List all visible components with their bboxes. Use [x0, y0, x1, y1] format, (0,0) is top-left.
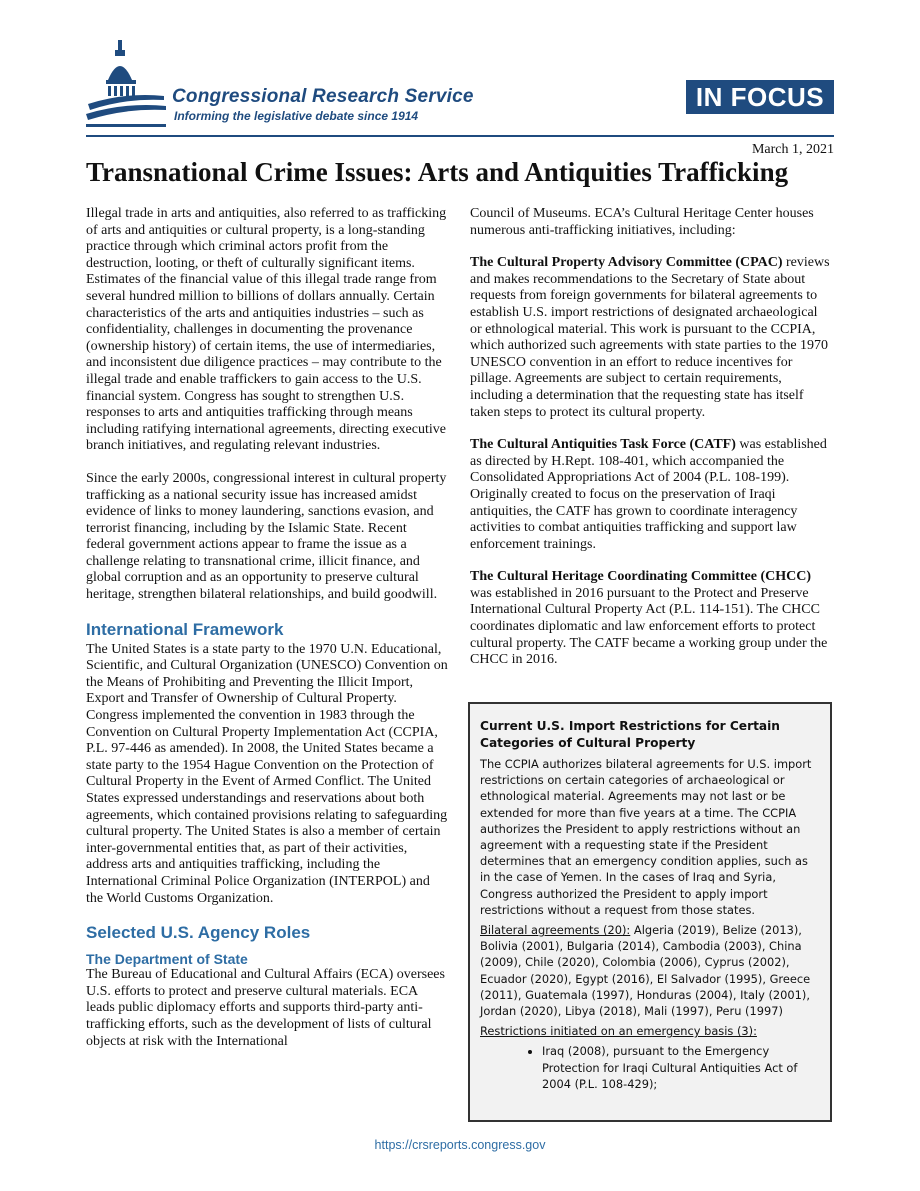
page-title: Transnational Crime Issues: Arts and Antiquities Trafficking: [86, 157, 789, 187]
cpac-term: The Cultural Property Advisory Committee (CPAC): [470, 255, 783, 271]
intro-paragraph: Illegal trade in arts and antiquities, also referred to as trafficking of arts and antiquities or cultural property, is a long-standing practice through which criminal actors profit from the destruction, looting, or theft of culturally significant items. Estimates of the financial value of this illegal trade range from several hundred million to billions of dollars annually. Certain characteristics of the arts and antiquities industries – such as confidentiality, challenges in documenting the provenance (ownership history) of certain items, the use of intermediaries, and inconsistent due diligence practices – may contribute to the illegal trade and enable traffickers to gain access to the U.S. financial system. Congress has sought to strengthen U.S. responses to arts and antiquities trafficking through means including ratifying international agreements, directing executive branch initiatives, and regulating relevant industries.: [86, 206, 447, 454]
chcc-text: was established in 2016 pursuant to the Protect and Preserve International Cultural Property Act (P.L. 114-151). The CHCC coordinates diplomatic and law enforcement efforts to protect cultural property. The CATF became a working group under the CHCC in 2016.: [470, 585, 828, 668]
chcc-paragraph: [470, 569, 832, 669]
sidebar-title: Current U.S. Import Restrictions for Certain Categories of Cultural Property: [480, 719, 780, 750]
security-paragraph: Since the early 2000s, congressional interest in cultural property trafficking as a national security issue has increased amidst evidence of links to money laundering, sanctions evasion, and terrorist financing, including by the Islamic State. Recent federal government actions appear to frame the issue as a challenge relating to transnational crime, illicit finance, and global corruption and as an opportunity to preserve cultural heritage, strengthen bilateral relationships, and build goodwill.: [86, 470, 447, 603]
section-heading-agency-roles: Selected U.S. Agency Roles: [86, 923, 311, 943]
state-paragraph: The Bureau of Educational and Cultural Affairs (ECA) oversees U.S. efforts to protect and preserve cultural materials. ECA leads public diplomacy efforts and supports third-party anti-trafficking efforts, such as the development of lists of cultural objects at risk with the International: [86, 967, 445, 1049]
header-rule: [86, 135, 834, 137]
org-name: Congressional Research Service: [172, 86, 474, 107]
eca-paragraph: Council of Museums. ECA’s Cultural Heritage Center houses numerous anti-trafficking initiatives, including:: [470, 206, 814, 238]
subheading-state: The Department of State: [86, 951, 248, 968]
org-tagline: Informing the legislative debate since 1914: [174, 109, 419, 123]
bilateral-agreements: [480, 922, 820, 1019]
catf-paragraph: [470, 437, 832, 553]
list-item: • Iraq (2008), pursuant to the Emergency Protection for Iraqi Cultural Antiquities Act of 2004 (P.L. 108-429);: [542, 1043, 820, 1092]
chcc-term: The Cultural Heritage Coordinating Committee (CHCC): [470, 569, 812, 585]
bilateral-list: Algeria (2019), Belize (2013), Bolivia (2001), Bulgaria (2014), Cambodia (2003), China (2009), Chile (2020), Colombia (2006), Cyprus (2002), Ecuador (2020), Egypt (2016), El Salvador (1995), Greece (2011), Guatemala (1997), Honduras (2004), Italy (2001), Jordan (2020), Libya (2018), Mali (1997), Peru (1997): [480, 923, 811, 1019]
catf-text: was established as directed by H.Rept. 108-401, which accompanied the Consolidated Appropriations Act of 2004 (P.L. 108-199). Originally created to focus on the preservation of Iraqi antiquities, the CATF has grown to coordinate interagency activities to combat antiquities trafficking and support law enforcement trainings.: [470, 437, 827, 552]
emergency-label: Restrictions initiated on an emergency basis (3):: [480, 1024, 757, 1039]
emergency-list: [480, 1043, 820, 1092]
sidebar-intro: The CCPIA authorizes bilateral agreements for U.S. import restrictions on certain categories of archaeological or ethnological material. Agreements may not last or be extended for more than five years at a time. The CCPIA authorizes the President to apply restrictions without an agreement with a requesting state if the President determines that an emergency condition applies, such as in the case of Yemen. In the cases of Iraq and Syria, Congress authorized the President to apply import restrictions without a request from those states.: [480, 757, 812, 917]
cpac-paragraph: [470, 255, 832, 421]
publication-date: March 1, 2021: [751, 142, 834, 157]
import-restrictions-sidebar: [468, 702, 832, 1122]
international-paragraph: The United States is a state party to the 1970 U.N. Educational, Scientific, and Cultural Organization (UNESCO) Convention on the Means of Prohibiting and Preventing the Illicit Import, Export and Transfer of Ownership of Cultural Property. Congress implemented the convention in 1983 through the Convention on Cultural Property Implementation Act (CCPIA, P.L. 97-446 as amended). In 2008, the United States became a state party to the 1954 Hague Convention on the Protection of Cultural Property in the Event of Armed Conflict. The United States expressed understandings and reservations about both agreements, which contained provisions relating to safeguarding cultural property. The United States is also a member of certain inter-governmental entities that, as part of their activities, address arts and antiquities trafficking, including the International Criminal Police Organization (INTERPOL) and the World Customs Organization.: [86, 641, 448, 906]
footer-url[interactable]: https://crsreports.congress.gov: [374, 1138, 546, 1152]
capitol-dome-logo-icon: [86, 40, 166, 130]
in-focus-badge: IN FOCUS: [686, 80, 834, 114]
page-header: [0, 0, 920, 140]
cpac-text: reviews and makes recommendations to the Secretary of State about requests from foreign governments for bilateral agreements to establish U.S. import restrictions of designated archaeological or ethnological material. This work is pursuant to the CCPIA, which authorized such agreements with state parties to the 1970 UNESCO convention in an effort to reduce incentives for pillage. Agreements are subject to certain requirements, including a determination that the requesting state has itself taken steps to protect its cultural property.: [470, 255, 830, 420]
bilateral-label: Bilateral agreements (20):: [480, 923, 631, 938]
left-column: [86, 206, 448, 1066]
section-heading-international: International Framework: [86, 619, 284, 639]
right-column: [470, 206, 832, 685]
catf-term: The Cultural Antiquities Task Force (CATF): [470, 437, 736, 453]
